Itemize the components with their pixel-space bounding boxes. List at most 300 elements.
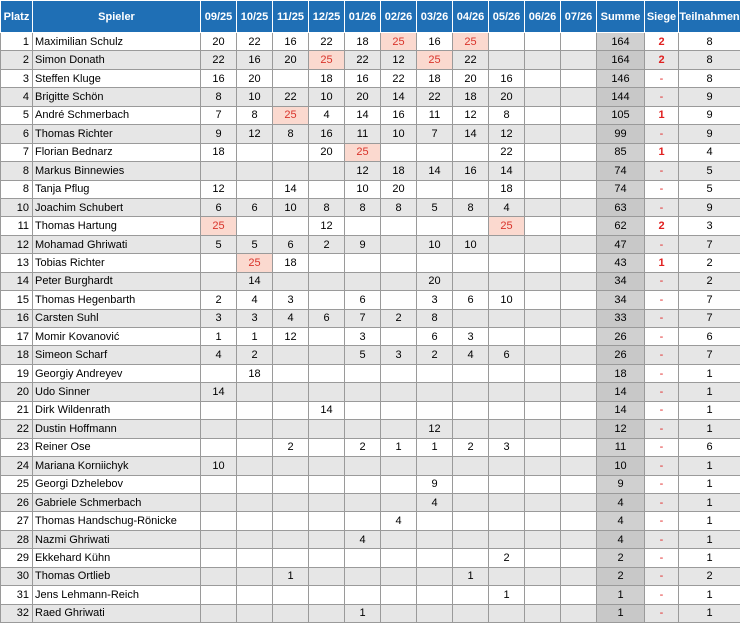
sum-cell[interactable]: 4 <box>597 493 645 511</box>
wins-cell[interactable]: - <box>645 235 679 253</box>
points-cell[interactable]: 4 <box>345 530 381 548</box>
points-cell[interactable] <box>489 328 525 346</box>
points-cell[interactable]: 4 <box>453 346 489 364</box>
points-cell[interactable]: 8 <box>237 106 273 124</box>
points-cell[interactable] <box>561 217 597 235</box>
player-name-cell[interactable]: Peter Burghardt <box>33 272 201 290</box>
points-cell[interactable]: 10 <box>453 235 489 253</box>
points-cell[interactable] <box>525 567 561 585</box>
points-cell[interactable] <box>201 272 237 290</box>
points-cell[interactable]: 8 <box>345 198 381 216</box>
wins-cell[interactable]: - <box>645 420 679 438</box>
points-cell[interactable]: 22 <box>273 88 309 106</box>
points-cell[interactable] <box>381 420 417 438</box>
points-cell[interactable] <box>489 420 525 438</box>
wins-cell[interactable]: - <box>645 69 679 87</box>
points-cell[interactable] <box>525 420 561 438</box>
points-cell[interactable]: 14 <box>345 106 381 124</box>
points-cell[interactable] <box>417 567 453 585</box>
points-cell[interactable] <box>273 586 309 604</box>
participations-cell[interactable]: 7 <box>679 309 740 327</box>
points-cell[interactable] <box>381 364 417 382</box>
wins-cell[interactable]: - <box>645 475 679 493</box>
points-cell[interactable] <box>561 291 597 309</box>
points-cell[interactable]: 12 <box>201 180 237 198</box>
points-cell[interactable] <box>309 475 345 493</box>
points-cell[interactable] <box>201 549 237 567</box>
points-cell[interactable] <box>417 254 453 272</box>
points-cell[interactable] <box>453 272 489 290</box>
wins-cell[interactable]: - <box>645 180 679 198</box>
rank-cell[interactable]: 27 <box>1 512 33 530</box>
column-header[interactable]: Spieler <box>33 1 201 33</box>
rank-cell[interactable]: 23 <box>1 438 33 456</box>
points-cell[interactable]: 18 <box>453 88 489 106</box>
points-cell[interactable]: 8 <box>453 198 489 216</box>
points-cell[interactable] <box>561 604 597 622</box>
rank-cell[interactable]: 11 <box>1 217 33 235</box>
points-cell[interactable]: 18 <box>489 180 525 198</box>
points-cell[interactable] <box>237 401 273 419</box>
points-cell[interactable]: 4 <box>489 198 525 216</box>
points-cell[interactable] <box>237 383 273 401</box>
points-cell[interactable] <box>309 383 345 401</box>
points-cell[interactable]: 16 <box>273 33 309 51</box>
points-cell[interactable]: 1 <box>237 328 273 346</box>
points-cell[interactable] <box>417 549 453 567</box>
points-cell[interactable]: 2 <box>489 549 525 567</box>
points-cell[interactable] <box>237 530 273 548</box>
points-cell[interactable] <box>237 475 273 493</box>
column-header[interactable]: 04/26 <box>453 1 489 33</box>
points-cell[interactable] <box>345 457 381 475</box>
points-cell[interactable] <box>345 217 381 235</box>
points-cell[interactable]: 11 <box>345 125 381 143</box>
wins-cell[interactable]: - <box>645 346 679 364</box>
points-cell[interactable]: 12 <box>309 217 345 235</box>
player-name-cell[interactable]: André Schmerbach <box>33 106 201 124</box>
points-cell[interactable]: 14 <box>453 125 489 143</box>
participations-cell[interactable]: 1 <box>679 475 740 493</box>
points-cell[interactable] <box>525 291 561 309</box>
rank-cell[interactable]: 8 <box>1 180 33 198</box>
points-cell[interactable] <box>201 475 237 493</box>
points-cell[interactable] <box>309 254 345 272</box>
wins-cell[interactable]: - <box>645 272 679 290</box>
points-cell[interactable] <box>561 549 597 567</box>
points-cell[interactable] <box>273 420 309 438</box>
points-cell[interactable]: 1 <box>273 567 309 585</box>
points-cell[interactable] <box>525 493 561 511</box>
points-cell[interactable] <box>489 272 525 290</box>
points-cell[interactable]: 18 <box>309 69 345 87</box>
player-name-cell[interactable]: Markus Binnewies <box>33 162 201 180</box>
points-cell[interactable]: 14 <box>273 180 309 198</box>
points-cell[interactable] <box>525 346 561 364</box>
points-cell[interactable] <box>309 328 345 346</box>
wins-cell[interactable]: - <box>645 328 679 346</box>
sum-cell[interactable]: 85 <box>597 143 645 161</box>
points-cell[interactable] <box>489 475 525 493</box>
points-cell[interactable]: 20 <box>201 33 237 51</box>
participations-cell[interactable]: 9 <box>679 88 740 106</box>
points-cell[interactable] <box>201 364 237 382</box>
player-name-cell[interactable]: Dustin Hoffmann <box>33 420 201 438</box>
rank-cell[interactable]: 28 <box>1 530 33 548</box>
player-name-cell[interactable]: Udo Sinner <box>33 383 201 401</box>
rank-cell[interactable]: 24 <box>1 457 33 475</box>
points-cell[interactable]: 5 <box>237 235 273 253</box>
points-cell[interactable] <box>273 604 309 622</box>
points-cell[interactable] <box>381 530 417 548</box>
sum-cell[interactable]: 146 <box>597 69 645 87</box>
points-cell[interactable]: 1 <box>381 438 417 456</box>
points-cell[interactable] <box>453 549 489 567</box>
points-cell[interactable]: 8 <box>381 198 417 216</box>
points-cell[interactable] <box>273 493 309 511</box>
points-cell[interactable] <box>273 346 309 364</box>
points-cell[interactable] <box>489 309 525 327</box>
player-name-cell[interactable]: Mariana Korniichyk <box>33 457 201 475</box>
points-cell[interactable] <box>417 586 453 604</box>
rank-cell[interactable]: 2 <box>1 51 33 69</box>
points-cell[interactable] <box>525 162 561 180</box>
points-cell[interactable] <box>489 235 525 253</box>
points-cell[interactable] <box>525 69 561 87</box>
points-cell[interactable]: 7 <box>345 309 381 327</box>
points-cell[interactable] <box>273 475 309 493</box>
column-header[interactable]: Siege <box>645 1 679 33</box>
points-cell[interactable] <box>273 162 309 180</box>
player-name-cell[interactable]: Dirk Wildenrath <box>33 401 201 419</box>
points-cell[interactable]: 25 <box>345 143 381 161</box>
points-cell[interactable] <box>273 364 309 382</box>
points-cell[interactable]: 12 <box>345 162 381 180</box>
points-cell[interactable]: 6 <box>417 328 453 346</box>
points-cell[interactable]: 6 <box>489 346 525 364</box>
points-cell[interactable] <box>309 420 345 438</box>
points-cell[interactable] <box>381 143 417 161</box>
points-cell[interactable]: 25 <box>381 33 417 51</box>
points-cell[interactable] <box>525 364 561 382</box>
sum-cell[interactable]: 14 <box>597 401 645 419</box>
points-cell[interactable] <box>525 512 561 530</box>
points-cell[interactable]: 10 <box>309 88 345 106</box>
points-cell[interactable] <box>381 493 417 511</box>
points-cell[interactable] <box>201 493 237 511</box>
points-cell[interactable]: 22 <box>237 33 273 51</box>
points-cell[interactable]: 12 <box>489 125 525 143</box>
points-cell[interactable] <box>345 401 381 419</box>
points-cell[interactable] <box>381 328 417 346</box>
sum-cell[interactable]: 34 <box>597 291 645 309</box>
points-cell[interactable] <box>273 143 309 161</box>
points-cell[interactable] <box>561 493 597 511</box>
wins-cell[interactable]: - <box>645 401 679 419</box>
wins-cell[interactable]: - <box>645 309 679 327</box>
participations-cell[interactable]: 5 <box>679 162 740 180</box>
points-cell[interactable] <box>489 530 525 548</box>
column-header[interactable]: 10/25 <box>237 1 273 33</box>
points-cell[interactable]: 12 <box>417 420 453 438</box>
points-cell[interactable] <box>237 567 273 585</box>
points-cell[interactable]: 18 <box>273 254 309 272</box>
points-cell[interactable]: 1 <box>489 586 525 604</box>
points-cell[interactable] <box>561 512 597 530</box>
sum-cell[interactable]: 144 <box>597 88 645 106</box>
points-cell[interactable] <box>561 364 597 382</box>
points-cell[interactable] <box>273 512 309 530</box>
points-cell[interactable] <box>489 33 525 51</box>
points-cell[interactable]: 5 <box>201 235 237 253</box>
points-cell[interactable]: 18 <box>417 69 453 87</box>
participations-cell[interactable]: 1 <box>679 549 740 567</box>
points-cell[interactable]: 2 <box>417 346 453 364</box>
points-cell[interactable] <box>453 217 489 235</box>
player-name-cell[interactable]: Tobias Richter <box>33 254 201 272</box>
points-cell[interactable] <box>309 512 345 530</box>
points-cell[interactable] <box>309 291 345 309</box>
points-cell[interactable]: 4 <box>201 346 237 364</box>
points-cell[interactable] <box>345 493 381 511</box>
sum-cell[interactable]: 9 <box>597 475 645 493</box>
participations-cell[interactable]: 7 <box>679 291 740 309</box>
points-cell[interactable]: 14 <box>381 88 417 106</box>
points-cell[interactable] <box>525 180 561 198</box>
points-cell[interactable] <box>489 512 525 530</box>
column-header[interactable]: 06/26 <box>525 1 561 33</box>
participations-cell[interactable]: 1 <box>679 401 740 419</box>
points-cell[interactable] <box>561 198 597 216</box>
column-header[interactable]: 07/26 <box>561 1 597 33</box>
player-name-cell[interactable]: Carsten Suhl <box>33 309 201 327</box>
wins-cell[interactable]: - <box>645 530 679 548</box>
points-cell[interactable] <box>237 420 273 438</box>
player-name-cell[interactable]: Ekkehard Kühn <box>33 549 201 567</box>
points-cell[interactable] <box>417 512 453 530</box>
points-cell[interactable] <box>381 549 417 567</box>
participations-cell[interactable]: 7 <box>679 235 740 253</box>
points-cell[interactable] <box>525 586 561 604</box>
points-cell[interactable] <box>201 530 237 548</box>
points-cell[interactable] <box>309 530 345 548</box>
points-cell[interactable] <box>309 438 345 456</box>
points-cell[interactable] <box>309 346 345 364</box>
player-name-cell[interactable]: Thomas Richter <box>33 125 201 143</box>
points-cell[interactable]: 18 <box>237 364 273 382</box>
sum-cell[interactable]: 18 <box>597 364 645 382</box>
points-cell[interactable] <box>525 328 561 346</box>
rank-cell[interactable]: 10 <box>1 198 33 216</box>
points-cell[interactable]: 12 <box>453 106 489 124</box>
rank-cell[interactable]: 16 <box>1 309 33 327</box>
participations-cell[interactable]: 1 <box>679 493 740 511</box>
wins-cell[interactable]: - <box>645 383 679 401</box>
wins-cell[interactable]: 1 <box>645 254 679 272</box>
wins-cell[interactable]: 2 <box>645 217 679 235</box>
rank-cell[interactable]: 8 <box>1 162 33 180</box>
column-header[interactable]: Teilnahmen <box>679 1 740 33</box>
player-name-cell[interactable]: Joachim Schubert <box>33 198 201 216</box>
points-cell[interactable] <box>237 217 273 235</box>
points-cell[interactable]: 3 <box>273 291 309 309</box>
points-cell[interactable]: 4 <box>417 493 453 511</box>
rank-cell[interactable]: 31 <box>1 586 33 604</box>
points-cell[interactable] <box>345 567 381 585</box>
points-cell[interactable] <box>561 143 597 161</box>
points-cell[interactable] <box>345 364 381 382</box>
points-cell[interactable]: 10 <box>201 457 237 475</box>
points-cell[interactable]: 2 <box>201 291 237 309</box>
wins-cell[interactable]: 1 <box>645 143 679 161</box>
points-cell[interactable] <box>561 475 597 493</box>
points-cell[interactable]: 4 <box>309 106 345 124</box>
points-cell[interactable]: 16 <box>381 106 417 124</box>
points-cell[interactable]: 8 <box>309 198 345 216</box>
points-cell[interactable] <box>273 383 309 401</box>
points-cell[interactable]: 9 <box>417 475 453 493</box>
points-cell[interactable] <box>525 88 561 106</box>
participations-cell[interactable]: 6 <box>679 328 740 346</box>
wins-cell[interactable]: - <box>645 125 679 143</box>
column-header[interactable]: 12/25 <box>309 1 345 33</box>
points-cell[interactable]: 7 <box>201 106 237 124</box>
player-name-cell[interactable]: Gabriele Schmerbach <box>33 493 201 511</box>
participations-cell[interactable]: 3 <box>679 217 740 235</box>
rank-cell[interactable]: 6 <box>1 125 33 143</box>
points-cell[interactable]: 14 <box>237 272 273 290</box>
points-cell[interactable] <box>489 567 525 585</box>
points-cell[interactable] <box>453 457 489 475</box>
points-cell[interactable] <box>561 180 597 198</box>
points-cell[interactable] <box>561 383 597 401</box>
participations-cell[interactable]: 8 <box>679 51 740 69</box>
rank-cell[interactable]: 7 <box>1 143 33 161</box>
wins-cell[interactable]: - <box>645 512 679 530</box>
participations-cell[interactable]: 9 <box>679 106 740 124</box>
sum-cell[interactable]: 63 <box>597 198 645 216</box>
points-cell[interactable]: 6 <box>273 235 309 253</box>
points-cell[interactable] <box>489 383 525 401</box>
points-cell[interactable] <box>525 530 561 548</box>
points-cell[interactable] <box>381 604 417 622</box>
points-cell[interactable] <box>309 549 345 567</box>
points-cell[interactable]: 3 <box>453 328 489 346</box>
sum-cell[interactable]: 14 <box>597 383 645 401</box>
sum-cell[interactable]: 74 <box>597 180 645 198</box>
player-name-cell[interactable]: Thomas Hartung <box>33 217 201 235</box>
sum-cell[interactable]: 26 <box>597 346 645 364</box>
points-cell[interactable] <box>561 567 597 585</box>
points-cell[interactable] <box>489 457 525 475</box>
points-cell[interactable] <box>201 254 237 272</box>
participations-cell[interactable]: 7 <box>679 346 740 364</box>
rank-cell[interactable]: 5 <box>1 106 33 124</box>
points-cell[interactable]: 1 <box>453 567 489 585</box>
sum-cell[interactable]: 99 <box>597 125 645 143</box>
points-cell[interactable] <box>561 346 597 364</box>
player-name-cell[interactable]: Thomas Ortlieb <box>33 567 201 585</box>
points-cell[interactable]: 8 <box>489 106 525 124</box>
points-cell[interactable]: 8 <box>417 309 453 327</box>
player-name-cell[interactable]: Simon Donath <box>33 51 201 69</box>
wins-cell[interactable]: - <box>645 198 679 216</box>
points-cell[interactable] <box>237 549 273 567</box>
points-cell[interactable]: 4 <box>237 291 273 309</box>
points-cell[interactable]: 18 <box>345 33 381 51</box>
wins-cell[interactable]: - <box>645 457 679 475</box>
wins-cell[interactable]: - <box>645 604 679 622</box>
points-cell[interactable] <box>381 291 417 309</box>
points-cell[interactable]: 25 <box>201 217 237 235</box>
points-cell[interactable]: 25 <box>417 51 453 69</box>
points-cell[interactable] <box>453 493 489 511</box>
points-cell[interactable]: 22 <box>345 51 381 69</box>
points-cell[interactable]: 3 <box>489 438 525 456</box>
points-cell[interactable]: 16 <box>453 162 489 180</box>
points-cell[interactable] <box>453 383 489 401</box>
sum-cell[interactable]: 62 <box>597 217 645 235</box>
points-cell[interactable] <box>237 604 273 622</box>
points-cell[interactable] <box>453 475 489 493</box>
player-name-cell[interactable]: Steffen Kluge <box>33 69 201 87</box>
points-cell[interactable] <box>453 420 489 438</box>
points-cell[interactable] <box>237 143 273 161</box>
points-cell[interactable] <box>561 272 597 290</box>
column-header[interactable]: 05/26 <box>489 1 525 33</box>
points-cell[interactable]: 9 <box>201 125 237 143</box>
sum-cell[interactable]: 10 <box>597 457 645 475</box>
points-cell[interactable] <box>561 457 597 475</box>
wins-cell[interactable]: - <box>645 438 679 456</box>
rank-cell[interactable]: 30 <box>1 567 33 585</box>
points-cell[interactable] <box>525 125 561 143</box>
points-cell[interactable]: 22 <box>417 88 453 106</box>
wins-cell[interactable]: - <box>645 162 679 180</box>
points-cell[interactable]: 2 <box>453 438 489 456</box>
rank-cell[interactable]: 22 <box>1 420 33 438</box>
sum-cell[interactable]: 2 <box>597 549 645 567</box>
points-cell[interactable] <box>561 420 597 438</box>
rank-cell[interactable]: 13 <box>1 254 33 272</box>
points-cell[interactable] <box>345 512 381 530</box>
rank-cell[interactable]: 19 <box>1 364 33 382</box>
sum-cell[interactable]: 164 <box>597 51 645 69</box>
points-cell[interactable] <box>525 604 561 622</box>
column-header[interactable]: Platz <box>1 1 33 33</box>
player-name-cell[interactable]: Brigitte Schön <box>33 88 201 106</box>
points-cell[interactable] <box>273 401 309 419</box>
points-cell[interactable] <box>561 586 597 604</box>
points-cell[interactable] <box>417 530 453 548</box>
points-cell[interactable]: 2 <box>381 309 417 327</box>
participations-cell[interactable]: 8 <box>679 69 740 87</box>
participations-cell[interactable]: 8 <box>679 33 740 51</box>
points-cell[interactable]: 6 <box>237 198 273 216</box>
participations-cell[interactable]: 1 <box>679 364 740 382</box>
player-name-cell[interactable]: Georgi Dzhelebov <box>33 475 201 493</box>
points-cell[interactable]: 16 <box>309 125 345 143</box>
points-cell[interactable]: 3 <box>237 309 273 327</box>
points-cell[interactable] <box>525 51 561 69</box>
points-cell[interactable] <box>561 309 597 327</box>
points-cell[interactable] <box>309 457 345 475</box>
points-cell[interactable] <box>561 69 597 87</box>
points-cell[interactable] <box>309 272 345 290</box>
points-cell[interactable]: 8 <box>201 88 237 106</box>
participations-cell[interactable]: 1 <box>679 383 740 401</box>
points-cell[interactable] <box>489 604 525 622</box>
